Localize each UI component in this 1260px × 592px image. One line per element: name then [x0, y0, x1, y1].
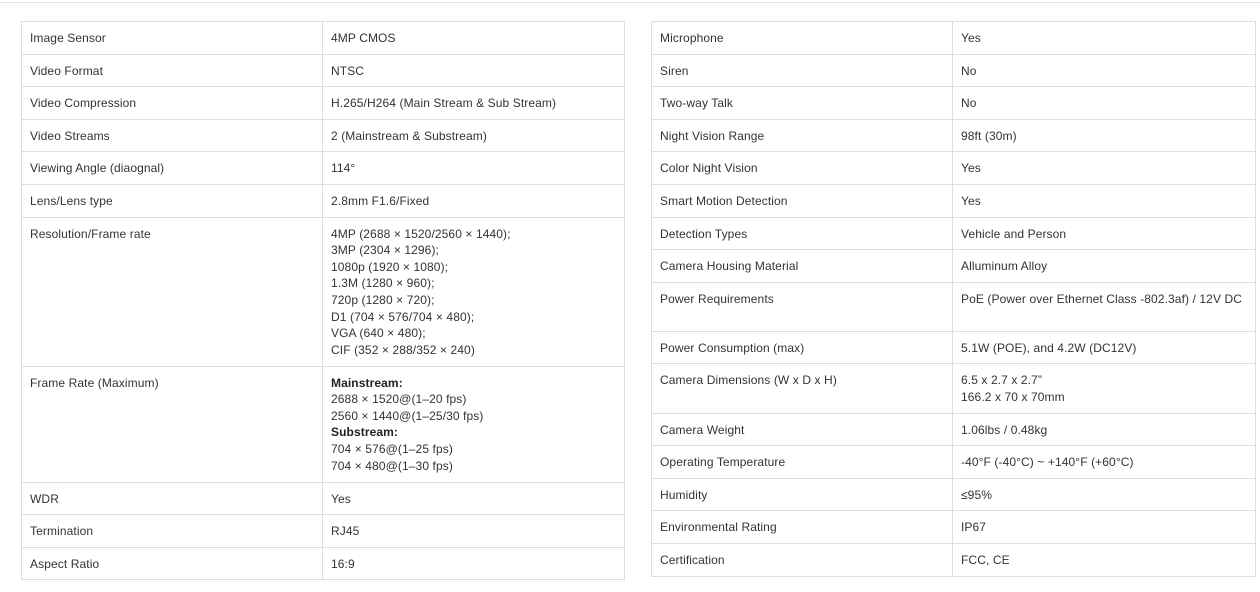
value-line: 720p (1280 × 720);: [331, 292, 435, 307]
value-line: CIF (352 × 288/352 × 240): [331, 342, 475, 357]
table-row: [652, 119, 1256, 152]
spec-value: PoE (Power over Ethernet Class -802.3af) / 12V DC: [953, 282, 1256, 331]
spec-value: 16:9: [323, 547, 625, 580]
spec-value: H.265/H264 (Main Stream & Sub Stream): [323, 87, 625, 120]
table-row: [652, 511, 1256, 544]
table-row: [652, 413, 1256, 446]
spec-label: Lens/Lens type: [22, 184, 323, 217]
table-row: [652, 22, 1256, 55]
value-line: 166.2 x 70 x 70mm: [961, 389, 1065, 404]
table-row: [652, 87, 1256, 120]
value-line: 3MP (2304 × 1296);: [331, 243, 439, 258]
spec-value: No: [953, 54, 1256, 87]
spec-label: Power Requirements: [652, 282, 953, 331]
table-row: [652, 217, 1256, 250]
value-line: 2688 × 1520@(1–20 fps): [331, 392, 467, 407]
table-row: [22, 482, 625, 515]
spec-label: Two-way Talk: [652, 87, 953, 120]
value-line: D1 (704 × 576/704 × 480);: [331, 309, 475, 324]
table-row: [652, 478, 1256, 511]
spec-label: Resolution/Frame rate: [22, 217, 323, 366]
spec-value: 2 (Mainstream & Substream): [323, 119, 625, 152]
table-row: [22, 547, 625, 580]
value-line: 6.5 x 2.7 x 2.7”: [961, 373, 1042, 388]
spec-value: 1.06lbs / 0.48kg: [953, 413, 1256, 446]
table-row: [22, 217, 625, 366]
spec-label: Video Format: [22, 54, 323, 87]
spec-label: Termination: [22, 515, 323, 548]
value-subheading: Mainstream:: [331, 375, 403, 390]
value-line: 2560 × 1440@(1–25/30 fps): [331, 408, 484, 423]
value-subheading: Substream:: [331, 425, 399, 440]
spec-value: Yes: [953, 22, 1256, 55]
table-row: [652, 250, 1256, 283]
spec-value: ≤95%: [953, 478, 1256, 511]
spec-value: Yes: [953, 184, 1256, 217]
table-row: [652, 364, 1256, 413]
spec-value: Yes: [953, 152, 1256, 185]
spec-label: Camera Dimensions (W x D x H): [652, 364, 953, 413]
table-row: [22, 515, 625, 548]
spec-label: WDR: [22, 482, 323, 515]
spec-table-left: [21, 21, 625, 580]
spec-label: Color Night Vision: [652, 152, 953, 185]
table-row: [22, 119, 625, 152]
spec-label: Video Compression: [22, 87, 323, 120]
value-line: 704 × 576@(1–25 fps): [331, 441, 453, 456]
spec-label: Image Sensor: [22, 22, 323, 55]
table-row: [652, 446, 1256, 479]
spec-table-right: [651, 21, 1256, 577]
spec-value-multiline: [323, 217, 625, 366]
table-row: [22, 152, 625, 185]
spec-value-multiline: [953, 364, 1256, 413]
spec-label: Humidity: [652, 478, 953, 511]
spec-value: Alluminum Alloy: [953, 250, 1256, 283]
spec-label: Night Vision Range: [652, 119, 953, 152]
spec-value: FCC, CE: [953, 543, 1256, 576]
spec-label: Camera Weight: [652, 413, 953, 446]
spec-label: Camera Housing Material: [652, 250, 953, 283]
spec-value: NTSC: [323, 54, 625, 87]
table-row: [22, 22, 625, 55]
spec-value: 98ft (30m): [953, 119, 1256, 152]
spec-value: No: [953, 87, 1256, 120]
spec-label: Environmental Rating: [652, 511, 953, 544]
spec-label: Video Streams: [22, 119, 323, 152]
spec-label: Certification: [652, 543, 953, 576]
table-row: [22, 366, 625, 482]
spec-label: Power Consumption (max): [652, 331, 953, 364]
table-row: [652, 184, 1256, 217]
table-row: [22, 54, 625, 87]
spec-label: Viewing Angle (diaognal): [22, 152, 323, 185]
spec-value: IP67: [953, 511, 1256, 544]
spec-label: Aspect Ratio: [22, 547, 323, 580]
spec-value: 4MP CMOS: [323, 22, 625, 55]
spec-label: Microphone: [652, 22, 953, 55]
spec-label: Smart Motion Detection: [652, 184, 953, 217]
value-line: VGA (640 × 480);: [331, 326, 426, 341]
spec-value: RJ45: [323, 515, 625, 548]
spec-value: Yes: [323, 482, 625, 515]
table-row: [652, 543, 1256, 576]
spec-label: Siren: [652, 54, 953, 87]
spec-value: 5.1W (POE), and 4.2W (DC12V): [953, 331, 1256, 364]
table-row: [652, 54, 1256, 87]
table-row: [22, 184, 625, 217]
spec-label: Detection Types: [652, 217, 953, 250]
value-line: 704 × 480@(1–30 fps): [331, 458, 453, 473]
value-line: 1080p (1920 × 1080);: [331, 259, 449, 274]
spec-label: Frame Rate (Maximum): [22, 366, 323, 482]
spec-value: 114°: [323, 152, 625, 185]
spec-value: 2.8mm F1.6/Fixed: [323, 184, 625, 217]
spec-value: Vehicle and Person: [953, 217, 1256, 250]
value-line: 1.3M (1280 × 960);: [331, 276, 435, 291]
table-row: [22, 87, 625, 120]
table-row: [652, 282, 1256, 331]
top-divider: [0, 0, 1260, 3]
spec-value-multiline: [323, 366, 625, 482]
value-line: 4MP (2688 × 1520/2560 × 1440);: [331, 226, 511, 241]
table-row: [652, 331, 1256, 364]
spec-label: Operating Temperature: [652, 446, 953, 479]
table-row: [652, 152, 1256, 185]
spec-value: -40°F (-40°C) ~ +140°F (+60°C): [953, 446, 1256, 479]
